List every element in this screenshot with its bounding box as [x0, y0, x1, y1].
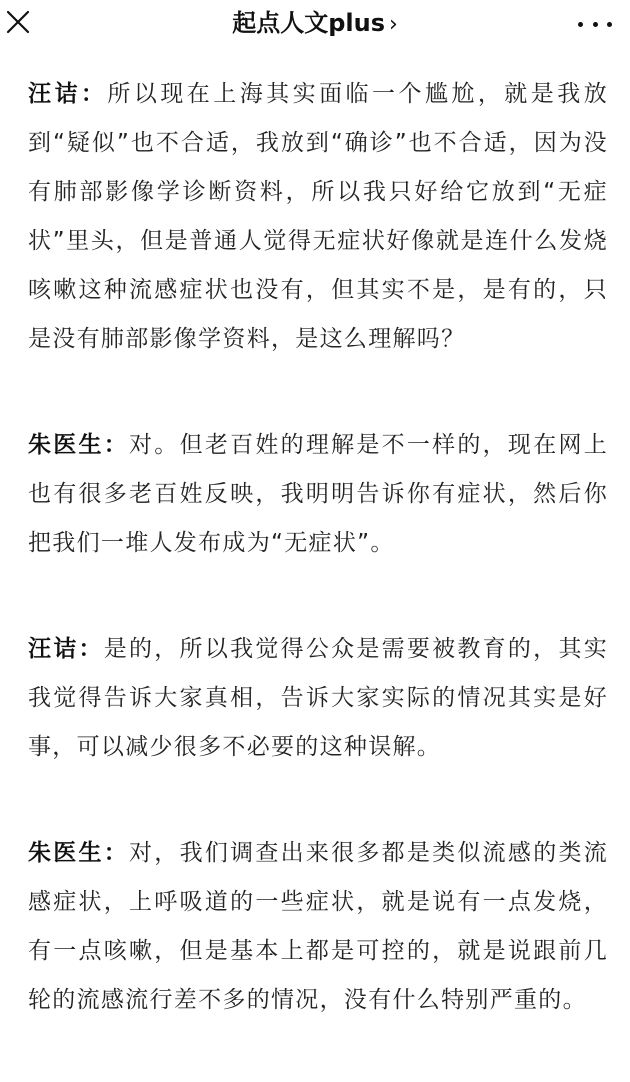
- account-title: 起点人文plus: [232, 9, 385, 37]
- account-title-button[interactable]: [0, 6, 630, 42]
- more-dot: [607, 22, 612, 27]
- more-button[interactable]: [578, 14, 612, 34]
- dialogue-paragraph: [28, 829, 608, 1025]
- chevron-right-icon: ›: [388, 12, 398, 37]
- paragraph-text: 对。但老百姓的理解是不一样的，现在网上也有很多老百姓反映，我明明告诉你有症状，然后你把我们一堆人发布成为“无症状”。: [28, 432, 609, 556]
- more-dot: [593, 22, 598, 27]
- speaker-name: 朱医生：: [28, 432, 130, 458]
- paragraph-text: 所以现在上海其实面临一个尴尬，就是我放到“疑似”也不合适，我放到“确诊”也不合适，因为没有肺部影像学诊断资料，所以我只好给它放到“无症状”里头，但是普通人觉得无症状好像就是连什么发烧咳嗽这种流感症状也没有，但其实不是，是有的，只是没有肺部影像学资料，是这么理解吗？: [28, 81, 608, 352]
- speaker-name: 汪诘：: [28, 81, 108, 107]
- dialogue-paragraph: [28, 625, 608, 772]
- paragraph-text: 对，我们调查出来很多都是类似流感的类流感症状，上呼吸道的一些症状，就是说有一点发烧，有一点咳嗽，但是基本上都是可控的，就是说跟前几轮的流感流行差不多的情况，没有什么特别严重的。: [28, 840, 609, 1013]
- dialogue-paragraph: [28, 70, 608, 364]
- speaker-name: 汪诘：: [28, 636, 104, 662]
- speaker-name: 朱医生：: [28, 840, 130, 866]
- more-dot: [578, 22, 583, 27]
- dialogue-paragraph: [28, 421, 608, 568]
- article-body: [28, 70, 608, 1082]
- paragraph-text: 是的，所以我觉得公众是需要被教育的，其实我觉得告诉大家真相，告诉大家实际的情况其实是好事，可以减少很多不必要的这种误解。: [28, 636, 608, 760]
- nav-bar: [0, 0, 630, 50]
